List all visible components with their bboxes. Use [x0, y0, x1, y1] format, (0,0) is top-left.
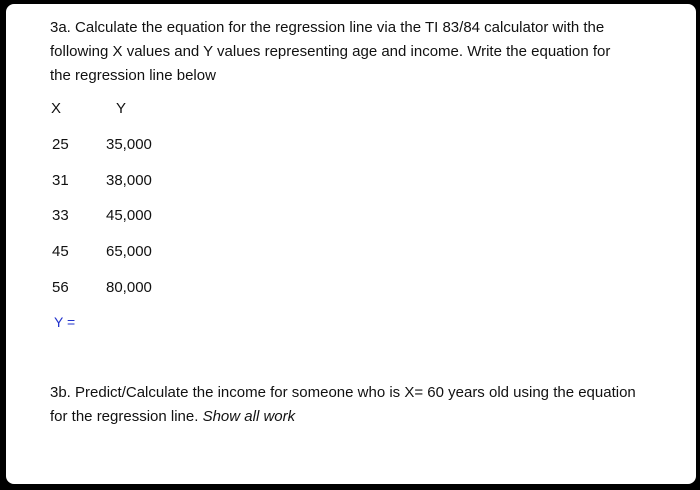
table-row	[6, 243, 266, 267]
question-3b-line-2	[50, 405, 670, 429]
question-3a	[50, 16, 670, 88]
question-3a-line-1: 3a. Calculate the equation for the regression line via the TI 83/84 calculator with the	[50, 19, 605, 36]
column-header-y: Y	[116, 100, 127, 117]
column-header-x: X	[51, 100, 62, 117]
y-value: 65,000	[106, 243, 152, 260]
table-row	[6, 279, 266, 303]
question-3b	[50, 381, 670, 429]
regression-equation-label: Y =	[54, 314, 76, 330]
question-3b-line-2-text: for the regression line.	[50, 408, 203, 425]
table-row	[6, 172, 266, 196]
table-row	[6, 136, 266, 160]
show-all-work-emphasis: Show all work	[202, 408, 296, 425]
y-value: 45,000	[106, 207, 152, 224]
x-value: 56	[52, 279, 69, 296]
question-3a-line-2: following X values and Y values representing age and income. Write the equation for	[50, 43, 611, 60]
x-value: 45	[52, 243, 69, 260]
y-value: 80,000	[106, 279, 152, 296]
x-value: 31	[52, 172, 69, 189]
y-value: 35,000	[106, 136, 152, 153]
y-value: 38,000	[106, 172, 152, 189]
worksheet-page	[6, 4, 696, 484]
table-row	[6, 207, 266, 231]
question-3a-line-3: the regression line below	[50, 67, 216, 84]
x-value: 33	[52, 207, 69, 224]
question-3b-line-1: 3b. Predict/Calculate the income for someone who is X= 60 years old using the equation	[50, 384, 636, 401]
x-value: 25	[52, 136, 69, 153]
